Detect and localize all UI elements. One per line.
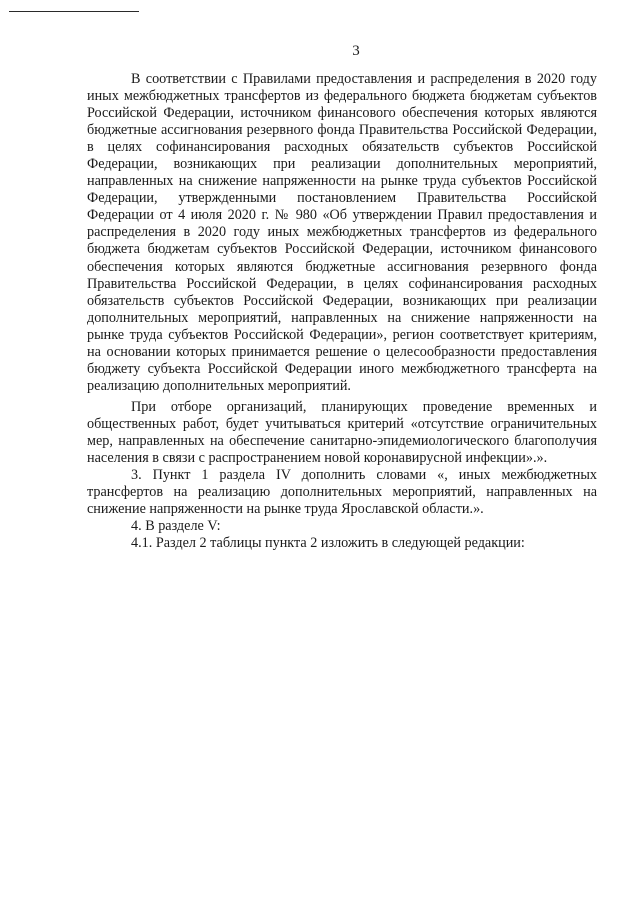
paragraph-selection-criterion: При отборе организаций, планирующих проведение временных и общественных работ, будет учитываться критерий «отсутствие ограничительных мер, направленных на обеспечение санитарно-эпидемиологического благополучия населения в связи с распространением новой коронавирусной инфекции».».: [87, 398, 597, 467]
paragraph-item-4: 4. В разделе V:: [131, 518, 221, 535]
paragraph-criteria-compliance: В соответствии с Правилами предоставления и распределения в 2020 году иных межбюджетных трансфертов из федерального бюджета бюджетам субъектов Российской Федерации, источником финансового обеспечения которых являются бюджетные ассигнования резервного фонда Правительства Российской Федерации, в целях софинансирования расходных обязательств субъектов Российской Федерации, возникающих при реализации дополнительных мероприятий, направленных на снижение напряженности на рынке труда субъектов Российской Федерации, утвержденными постановлением Правительства Российской Федерации от 4 июля 2020 г. № 980 «Об утверждении Правил предоставления и распределения в 2020 году иных межбюджетных трансфертов из федерального бюджета бюджетам субъектов Российской Федерации, источником финансового обеспечения которых являются бюджетные ассигнования резервного фонда Правительства Российской Федерации, в целях софинансирования расходных обязательств субъектов Российской Федерации, возникающих при реализации дополнительных мероприятий, направленных на снижение напряженности на рынке труда субъектов Российской Федерации», регион соответствует критериям, на основании которых принимается решение о целесообразности предоставления бюджету субъекта Российской Федерации иного межбюджетного трансферта на реализацию дополнительных мероприятий.: [87, 71, 597, 394]
paragraph-item-3: 3. Пункт 1 раздела IV дополнить словами «, иных межбюджетных трансфертов на реализацию дополнительных мероприятий, направленных на снижение напряженности на рынке труда Ярославской области.».: [87, 467, 597, 518]
page-number: 3: [352, 43, 360, 59]
paragraph-item-4-1: 4.1. Раздел 2 таблицы пункта 2 изложить в следующей редакции:: [131, 535, 525, 552]
document-body: [87, 71, 597, 552]
header-rule: [9, 11, 139, 12]
